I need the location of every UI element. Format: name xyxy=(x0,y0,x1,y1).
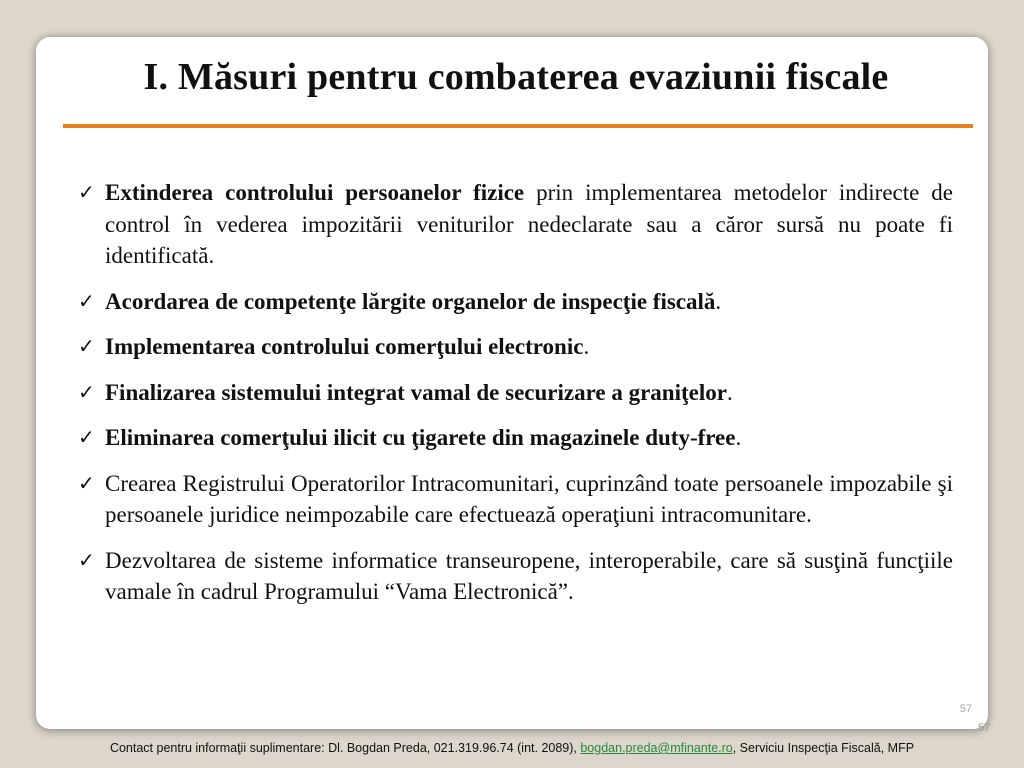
contact-footer xyxy=(0,741,1024,755)
bullet-lead: Extinderea controlului persoanelor fizice xyxy=(105,180,525,205)
title-underline xyxy=(63,124,973,128)
contact-email-link[interactable]: bogdan.preda@mfinante.ro xyxy=(580,741,733,755)
bullet-item xyxy=(78,177,953,272)
bullet-item xyxy=(78,422,953,454)
bullet-text: . xyxy=(715,288,722,314)
bullet-text: . xyxy=(726,379,733,405)
slide-card xyxy=(36,37,988,729)
checkmark-icon: ✓ xyxy=(78,379,95,404)
bullet-list xyxy=(78,177,953,622)
checkmark-icon: ✓ xyxy=(78,288,95,313)
checkmark-icon: ✓ xyxy=(78,334,95,358)
bullet-text: Crearea Registrului Operatorilor Intracomunitari, cuprinzând toate persoanele impozabile şi persoanele juridice neimpozabile care efectuează operaţiuni intracomunitare. xyxy=(105,470,953,527)
bullet-item xyxy=(78,331,953,363)
bullet-item xyxy=(78,377,953,409)
bullet-item xyxy=(78,545,953,608)
checkmark-icon: ✓ xyxy=(78,547,95,572)
slide-page-number: 57 xyxy=(959,703,972,715)
bullet-item xyxy=(78,286,953,318)
bullet-text: prin implementarea metodelor indirecte de control în vederea impozitării veniturilor nedeclarate sau a căror sursă nu poate fi identificată. xyxy=(105,180,953,268)
bullet-lead: Acordarea de competenţe lărgite organelor de inspecţie fiscală xyxy=(105,288,716,314)
checkmark-icon: ✓ xyxy=(78,470,95,495)
bullet-text: . xyxy=(735,425,742,450)
footer-text: Contact pentru informaţii suplimentare: Dl. Bogdan Preda, 021.319.96.74 (int. 2089), xyxy=(109,741,581,755)
bullet-lead: Eliminarea comerţului ilicit cu ţigarete din magazinele duty-free xyxy=(105,425,736,450)
bullet-item xyxy=(78,468,953,531)
bullet-text: Dezvoltarea de sisteme informatice transeuropene, interoperabile, care să susţină funcţiile vamale în cadrul Programului “Vama Electronică”. xyxy=(105,547,953,604)
outer-page-number: 57 xyxy=(978,722,991,734)
bullet-text: . xyxy=(583,334,590,359)
checkmark-icon: ✓ xyxy=(78,180,95,204)
bullet-lead: Finalizarea sistemului integrat vamal de securizare a graniţelor xyxy=(105,379,727,405)
bullet-lead: Implementarea controlului comerţului electronic xyxy=(105,334,584,359)
checkmark-icon: ✓ xyxy=(78,425,95,449)
footer-department: , Serviciu Inspecţia Fiscală, MFP xyxy=(732,741,915,755)
slide-title: I. Măsuri pentru combaterea evaziunii fiscale xyxy=(143,56,889,98)
